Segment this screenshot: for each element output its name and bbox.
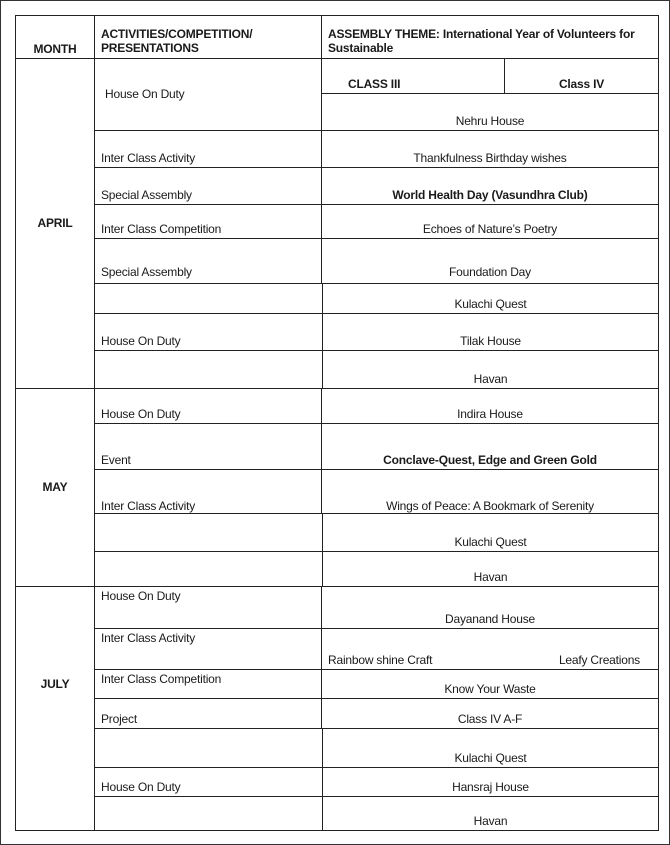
theme-cell: Dayanand House [321,586,659,629]
theme-cell: Foundation Day [321,238,659,284]
theme-cell: World Health Day (Vasundhra Club) [321,167,659,205]
theme-cell: Kulachi Quest [322,513,659,552]
theme-cell: Hansraj House [322,767,659,797]
theme-cell: Conclave-Quest, Edge and Green Gold [321,423,659,470]
activity-cell [94,551,323,587]
activity-cell: House On Duty [94,313,323,351]
activity-cell: Inter Class Competition [94,669,322,699]
activity-cell: House On Duty [94,388,322,424]
activity-cell [94,796,323,831]
activity-cell [94,728,323,768]
theme-class-iv: Leafy Creations [558,653,640,667]
theme-cell: Kulachi Quest [322,283,659,314]
activity-cell: House On Duty [94,58,322,131]
theme-cell: Havan [322,350,659,389]
activity-cell: Inter Class Activity [94,628,322,670]
theme-class-iii: Rainbow shine Craft [328,653,433,667]
class-iv-heading: Class IV [504,58,659,94]
activity-cell: House On Duty [94,767,323,797]
theme-cell-split [321,628,659,670]
class-iii-heading: CLASS III [321,58,505,94]
activity-cell: House On Duty [94,586,322,629]
theme-cell: Kulachi Quest [322,728,659,768]
activity-cell: Special Assembly [94,238,322,284]
month-april: APRIL [15,58,95,389]
header-theme: ASSEMBLY THEME: International Year of Volunteers for Sustainable [321,15,659,59]
activity-cell [94,283,323,314]
activity-cell: Special Assembly [94,167,322,205]
schedule-table [15,15,659,831]
theme-cell: Nehru House [321,93,659,131]
theme-cell: Tilak House [322,313,659,351]
activity-cell [94,513,323,552]
activity-cell: Inter Class Activity [94,130,322,168]
theme-cell: Echoes of Nature’s Poetry [321,204,659,239]
month-may: MAY [15,388,95,587]
activity-cell: Event [94,423,322,470]
theme-cell: Indira House [321,388,659,424]
theme-cell: Know Your Waste [321,669,659,699]
activity-cell: Project [94,698,322,729]
activity-cell: Inter Class Competition [94,204,322,239]
theme-cell: Wings of Peace: A Bookmark of Serenity [321,469,659,514]
month-july: JULY [15,586,95,831]
header-month: MONTH [15,15,95,59]
activity-cell: Inter Class Activity [94,469,322,514]
header-activities: ACTIVITIES/COMPETITION/ PRESENTATIONS [94,15,322,59]
theme-cell: Havan [322,551,659,587]
theme-cell: Thankfulness Birthday wishes [321,130,659,168]
theme-cell: Havan [322,796,659,831]
theme-cell: Class IV A-F [321,698,659,729]
activity-cell [94,350,323,389]
